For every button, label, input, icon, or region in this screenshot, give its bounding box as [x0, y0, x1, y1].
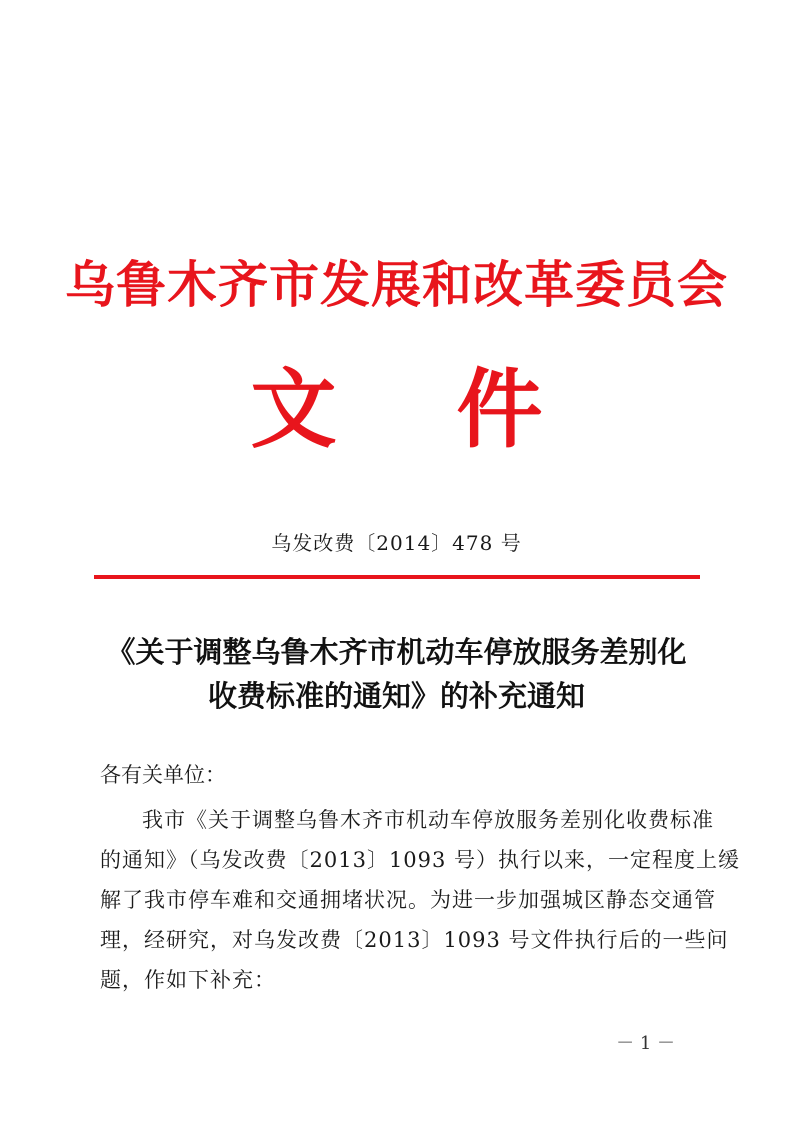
document-title: [80, 630, 713, 718]
title-line-2: 收费标准的通知》的补充通知: [207, 679, 585, 713]
paragraph-line: 理，经研究，对乌发改费〔2013〕1093 号文件执行后的一些问: [100, 928, 729, 952]
title-line-1: 《关于调整乌鲁木齐市机动车停放服务差别化: [106, 635, 687, 669]
document-type-char-2: 件: [456, 360, 543, 460]
document-number: 乌发改费〔2014〕478 号: [271, 531, 522, 555]
page-number: － 1 －: [616, 1033, 675, 1054]
paragraph-line: 题，作如下补充：: [100, 968, 276, 992]
red-divider-line: [94, 575, 700, 579]
issuing-organization: 乌鲁木齐市发展和改革委员会: [65, 256, 728, 314]
paragraph-line: 的通知》（乌发改费〔2013〕1093 号）执行以来，一定程度上缓: [100, 848, 741, 872]
document-type-char-1: 文: [250, 360, 337, 460]
document-type-heading: [0, 360, 793, 460]
body-paragraph: [100, 800, 741, 1000]
paragraph-line: 我市《关于调整乌鲁木齐市机动车停放服务差别化收费标准: [142, 808, 714, 832]
paragraph-line: 解了我市停车难和交通拥堵状况。为进一步加强城区静态交通管: [100, 888, 716, 912]
salutation: 各有关单位：: [100, 763, 226, 787]
